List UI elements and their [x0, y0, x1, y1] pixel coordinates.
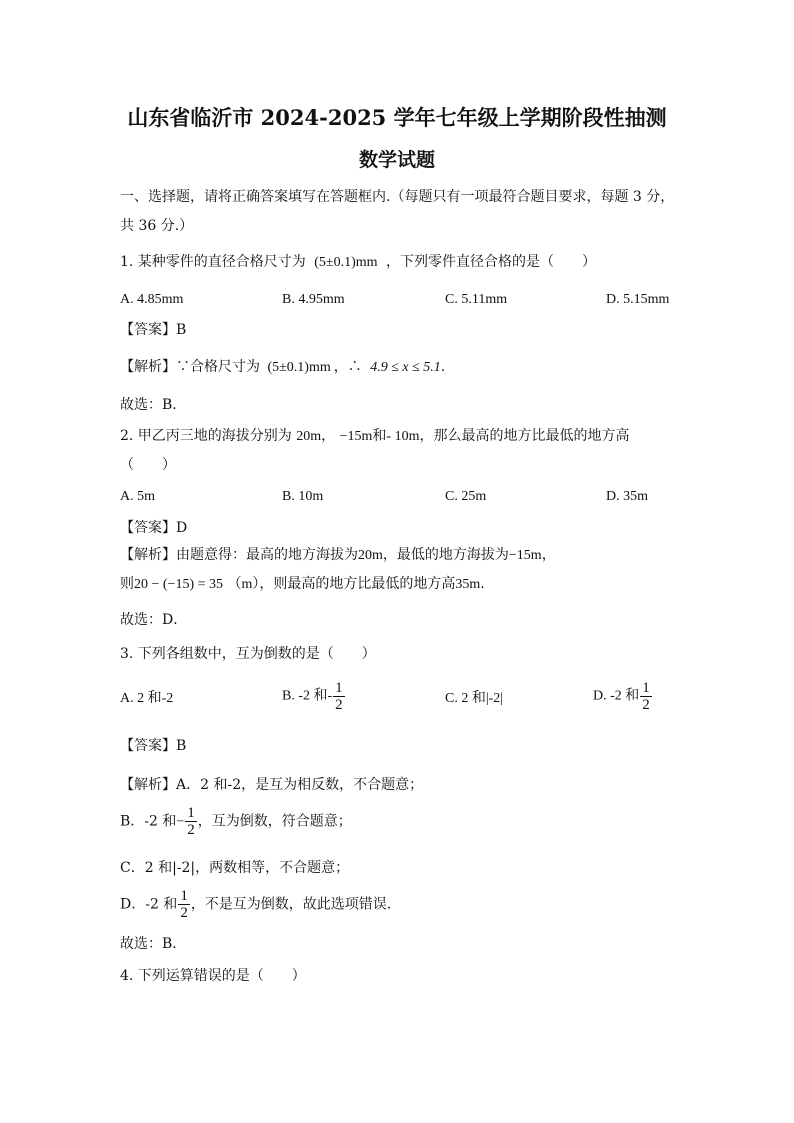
q2-analysis-text-b: ，最低的地方海拔为: [382, 547, 509, 563]
q1-option-b: B. 4.95mm: [282, 292, 345, 307]
fraction-numerator: 1: [335, 680, 343, 696]
q2-line2-math-1: 20 − (−15) = 35: [134, 577, 224, 592]
q2-option-c: C. 25m: [445, 489, 487, 504]
q1-analysis-sep: ，∴: [333, 359, 362, 375]
q3-option-a: A. 2 和-2: [120, 691, 174, 706]
q2-analysis-math-2: −15m: [508, 548, 542, 563]
q3-option-b-text: B. -2 和-: [282, 688, 333, 704]
q1-option-d: D. 5.15mm: [606, 292, 670, 307]
section-header-line1: 一、选择题，请将正确答案填写在答题框内.（每题只有一项最符合题目要求，每题 3 分，: [120, 189, 675, 205]
q3-option-d-text: D. -2 和: [593, 688, 640, 704]
q3-option-d-fraction: [640, 680, 652, 713]
q3-option-b-fraction: [333, 680, 345, 713]
q3-analysis-label: 【解析】: [120, 777, 176, 793]
q2-line2-text-d: .: [480, 576, 485, 592]
q2-analysis-line2: [120, 574, 485, 595]
q3-analysis-b-minus: −: [176, 814, 185, 830]
fraction-denominator: 2: [642, 697, 650, 713]
q1-analysis-end: .: [440, 359, 446, 375]
q3-option-b: [282, 680, 346, 713]
q2-option-d: D. 35m: [606, 489, 648, 504]
q1-analysis-text-a: ∵合格尺寸为: [176, 359, 260, 375]
q2-stem-math-3: - 10m: [386, 429, 420, 444]
question-1-stem: [120, 252, 596, 273]
q2-stem-math-1: 20m: [296, 429, 322, 444]
q3-analysis-b-post: ，互为倒数，符合题意；: [197, 813, 352, 830]
q2-line2-text-a: 则: [120, 576, 134, 592]
q2-stem-and: 和: [372, 428, 387, 444]
q3-option-d: [593, 680, 653, 713]
q1-answer: 【答案】B: [120, 322, 187, 338]
q2-line2-text-b: （: [227, 576, 242, 592]
q1-analysis-math-2: 4.9 ≤ x ≤ 5.1: [370, 360, 441, 375]
q3-option-c: C. 2 和|-2|: [445, 691, 504, 706]
q3-analysis-b: [120, 805, 352, 838]
question-3-stem: 3. 下列各组数中，互为倒数的是（ ）: [120, 646, 376, 662]
q3-analysis-d-post: ，不是互为倒数，故此选项错误.: [190, 896, 392, 913]
q2-conclusion: 故选：D．: [120, 612, 188, 628]
q2-option-a: A. 5m: [120, 489, 155, 504]
q2-answer: 【答案】D: [120, 520, 188, 536]
q3-analysis-c: C．2 和|-2|，两数相等，不合题意；: [120, 860, 350, 876]
q1-stem-text-a: 1. 某种零件的直径合格尺寸为: [120, 254, 306, 270]
q2-stem-line2: （ ）: [120, 457, 176, 473]
q2-line2-math-3: 35m: [455, 577, 481, 592]
q2-stem-comma: ，: [321, 428, 336, 444]
q3-analysis-d-pre: D．-2 和: [120, 896, 178, 913]
q3-analysis-b-fraction: [185, 805, 197, 838]
q3-analysis-d: [120, 888, 391, 921]
q2-analysis-math-1: 20m: [358, 548, 383, 563]
q3-conclusion: 故选：B．: [120, 936, 187, 952]
q1-stem-text-b: ，下列零件直径合格的是（ ）: [386, 254, 597, 270]
q1-stem-math: (5±0.1)mm: [314, 255, 378, 270]
fraction-numerator: 1: [187, 805, 195, 821]
q1-conclusion: 故选：B．: [120, 397, 187, 413]
q1-option-c: C. 5.11mm: [445, 292, 508, 307]
q2-analysis-label: 【解析】: [120, 547, 176, 563]
fraction-numerator: 1: [180, 888, 188, 904]
q2-stem-text-a: 2. 甲乙丙三地的海拔分别为: [120, 428, 292, 444]
q3-answer: 【答案】B: [120, 738, 187, 754]
q2-stem-text-c: ，那么最高的地方比最低的地方高: [419, 428, 630, 444]
fraction-denominator: 2: [180, 905, 188, 921]
q2-analysis-text-a: 由题意得：最高的地方海拔为: [176, 547, 358, 563]
q2-option-b: B. 10m: [282, 489, 324, 504]
q1-analysis-label: 【解析】: [120, 359, 176, 375]
q2-stem-math-2: −15m: [339, 429, 373, 444]
q2-line2-text-c: ），则最高的地方比最低的地方高: [252, 576, 456, 592]
q3-analysis-b-pre: B．-2 和: [120, 813, 177, 830]
section-header-line2: 共 36 分.）: [120, 218, 194, 234]
q2-analysis-text-c: ，: [541, 547, 556, 563]
fraction-numerator: 1: [642, 680, 650, 696]
q3-analysis-d-fraction: [178, 888, 190, 921]
q1-analysis: [120, 357, 445, 378]
document-subtitle: 数学试题: [358, 149, 435, 171]
q3-analysis-a-text: A．2 和-2，是互为相反数，不合题意；: [176, 777, 424, 793]
fraction-denominator: 2: [335, 697, 343, 713]
question-4-stem: 4. 下列运算错误的是（ ）: [120, 968, 306, 984]
document-title: 山东省临沂市 2024-2025 学年七年级上学期阶段性抽测: [127, 105, 667, 130]
q1-option-a: A. 4.85mm: [120, 292, 184, 307]
q1-analysis-math-1: (5±0.1)mm: [267, 360, 331, 375]
q2-analysis: [120, 545, 556, 566]
q3-analysis-a: [120, 775, 423, 795]
question-2-stem: [120, 426, 629, 447]
fraction-denominator: 2: [187, 822, 195, 838]
q2-line2-math-2: m: [241, 577, 253, 592]
